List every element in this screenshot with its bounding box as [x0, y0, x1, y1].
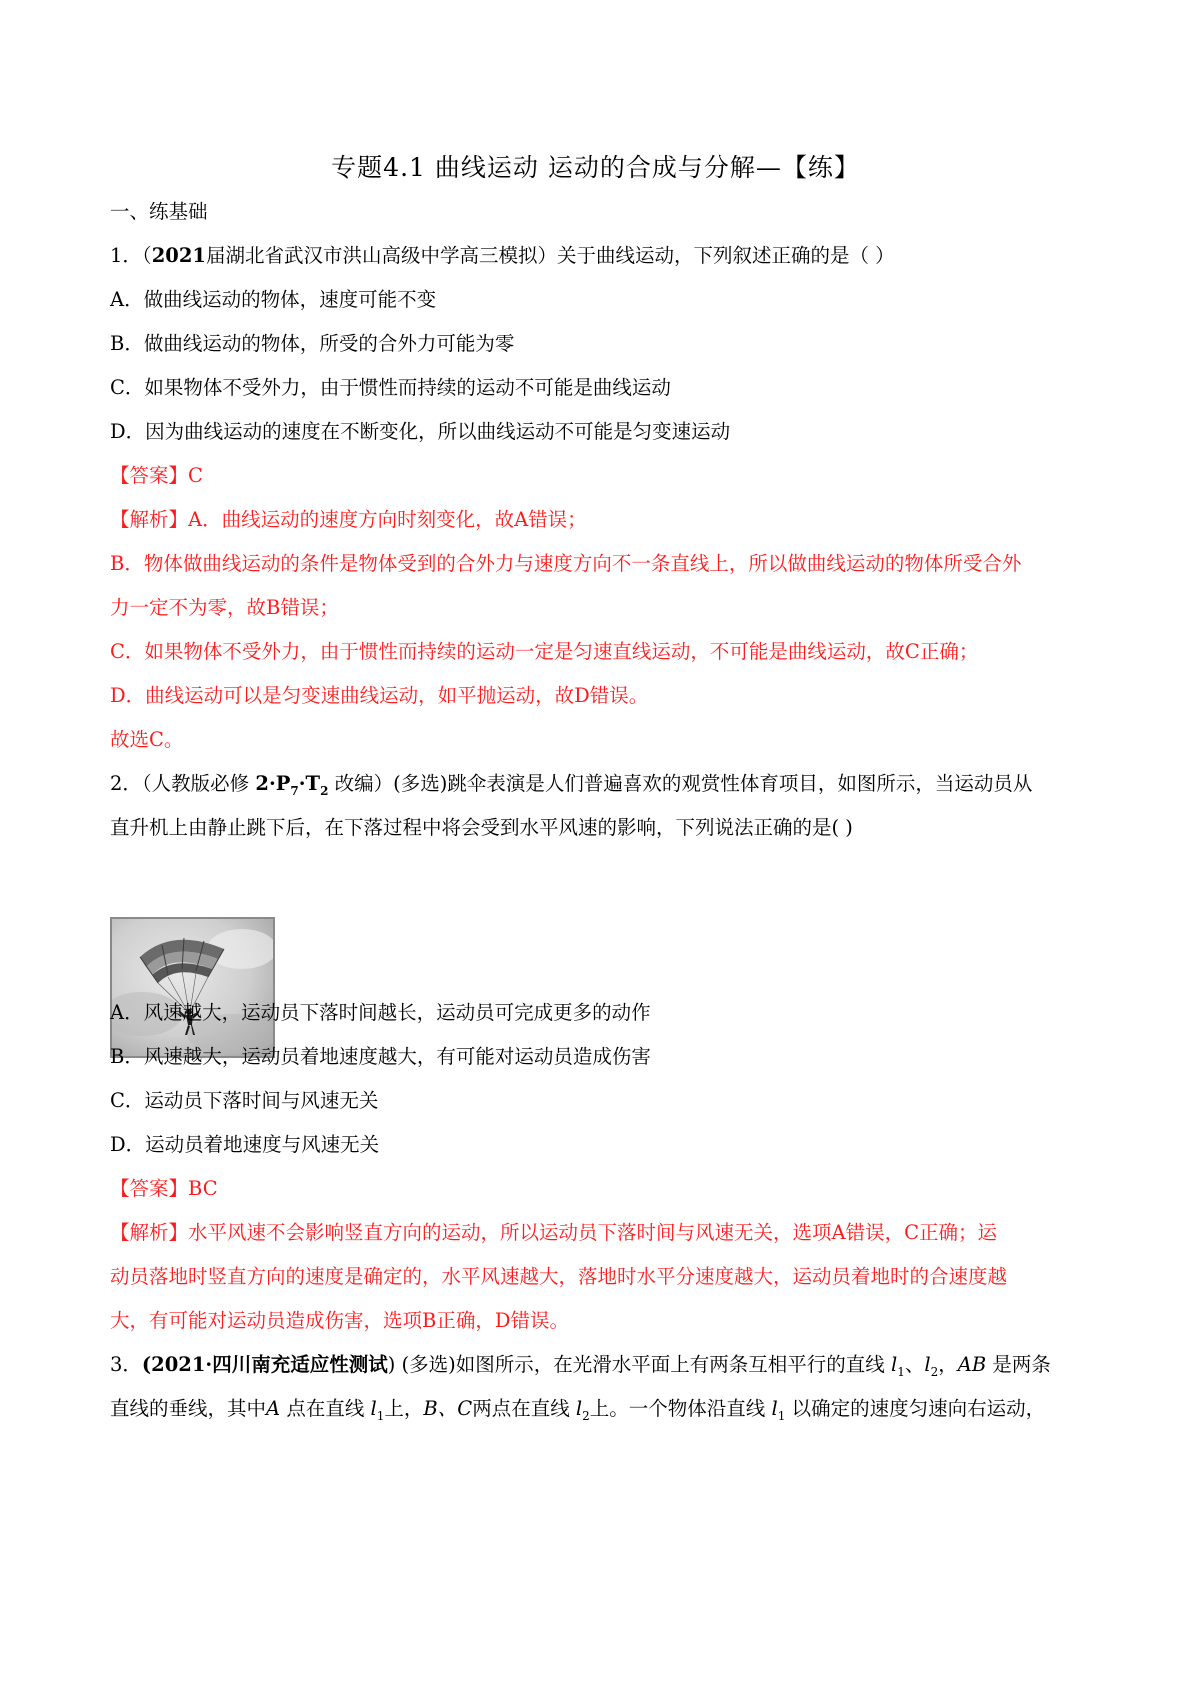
question-text: 改编）(多选)跳伞表演是人们普遍喜欢的观赏性体育项目，如图所示，当运动员从: [328, 772, 1033, 795]
question-text: 直线的垂线，其中: [110, 1397, 267, 1420]
question-3-stem-cont: [110, 1394, 1090, 1424]
analysis-line: B．物体做曲线运动的条件是物体受到的合外力与速度方向不一条直线上，所以做曲线运动的物体所受合外: [110, 552, 1022, 575]
segment-symbol: AB: [957, 1353, 987, 1376]
option-b: B．做曲线运动的物体，所受的合外力可能为零: [110, 332, 515, 355]
analysis-conclusion: 故选C。: [110, 728, 184, 751]
analysis-line: [110, 505, 1090, 535]
question-number: 1．: [110, 244, 142, 267]
question-text: 是两条: [992, 1353, 1051, 1376]
parachute-figure: [110, 917, 275, 1058]
line-symbol: l: [890, 1353, 898, 1376]
line-subscript: 2: [930, 1365, 939, 1379]
question-number: 2．: [110, 772, 142, 795]
analysis-line: D．曲线运动可以是匀变速曲线运动，如平抛运动，故D错误。: [110, 684, 649, 707]
question-text: ) (多选)如图所示，在光滑水平面上有两条互相平行的直线: [387, 1353, 891, 1376]
line-subscript: 2: [582, 1409, 590, 1423]
analysis-text: 水平风速不会影响竖直方向的运动，所以运动员下落时间与风速无关，选项A错误，C正确；运: [188, 1221, 998, 1244]
question-text: 上，: [384, 1397, 424, 1420]
analysis-line: 动员落地时竖直方向的速度是确定的，水平风速越大，落地时水平分速度越大，运动员着地时的合速度越: [110, 1265, 1008, 1288]
option-c: C．运动员下落时间与风速无关: [110, 1089, 379, 1112]
line-symbol: l: [771, 1397, 778, 1420]
source-page: 2·P: [255, 772, 291, 795]
analysis-line: 大，有可能对运动员造成伤害，选项B正确，D错误。: [110, 1309, 569, 1332]
separator: 、: [904, 1353, 925, 1376]
answer-line: [110, 1174, 1090, 1204]
question-text: 以确定的速度匀速向右运动，: [791, 1397, 1046, 1420]
option-a: A．风速越大，运动员下落时间越长，运动员可完成更多的动作: [110, 1001, 651, 1024]
question-text: 点在直线: [286, 1397, 371, 1420]
line-subscript: 1: [376, 1409, 385, 1423]
line-symbol: l: [370, 1397, 377, 1420]
answer-label: 【答案】: [110, 1177, 189, 1200]
option-b: B．风速越大，运动员着地速度越大，有可能对运动员造成伤害: [110, 1045, 651, 1068]
line-subscript: 1: [897, 1365, 905, 1379]
source-year: (2021·: [141, 1353, 213, 1376]
question-number: 3．: [110, 1353, 142, 1376]
option-a: A．做曲线运动的物体，速度可能不变: [110, 288, 437, 311]
analysis-line: 力一定不为零，故B错误；: [110, 596, 339, 619]
source-year: 2021: [151, 244, 206, 267]
answer-line: [110, 461, 1090, 491]
analysis-label: 【解析】: [110, 1221, 189, 1244]
option-d: D．因为曲线运动的速度在不断变化，所以曲线运动不可能是匀变速运动: [110, 420, 731, 443]
analysis-line: [110, 1218, 1090, 1248]
line-symbol: l: [924, 1353, 931, 1376]
analysis-text: A．曲线运动的速度方向时刻变化，故A错误；: [188, 508, 587, 531]
source-name: 四川南充适应性测试: [212, 1353, 388, 1376]
question-1-stem: [110, 241, 1090, 271]
question-2-stem: [110, 769, 1090, 799]
analysis-line: C．如果物体不受外力，由于惯性而持续的运动一定是匀速直线运动，不可能是曲线运动，故C正确；: [110, 640, 979, 663]
source-subscript: 7: [290, 784, 299, 798]
source-open: （: [141, 244, 152, 267]
question-2-stem-cont: 直升机上由静止跳下后，在下落过程中将会受到水平风速的影响，下列说法正确的是( ): [110, 816, 853, 839]
line-subscript: 1: [777, 1409, 786, 1423]
source-text: （人教版必修: [141, 772, 256, 795]
analysis-label: 【解析】: [110, 508, 189, 531]
question-text: 两点在直线: [472, 1397, 576, 1420]
section-heading: 一、练基础: [110, 200, 208, 223]
option-c: C．如果物体不受外力，由于惯性而持续的运动不可能是曲线运动: [110, 376, 671, 399]
question-text: 上。一个物体沿直线: [589, 1397, 772, 1420]
answer-label: 【答案】: [110, 464, 189, 487]
question-text: 届湖北省武汉市洪山高级中学高三模拟）关于曲线运动，下列叙述正确的是（ ）: [205, 244, 895, 267]
answer-value: BC: [188, 1177, 218, 1200]
source-item: ·T: [298, 772, 321, 795]
point-symbol: B、C: [423, 1397, 473, 1420]
page-title: 专题4.1 曲线运动 运动的合成与分解—【练】: [331, 153, 860, 182]
source-subscript: 2: [320, 784, 329, 798]
answer-value: C: [188, 464, 203, 487]
question-3-stem: 3．(2021·四川南充适应性测试) (多选)如图所示，在光滑水平面上有两条互相平行的直线 $l_1$、$l_2$，AB 是两条: [110, 1353, 1051, 1379]
point-symbol: A: [266, 1397, 281, 1420]
line-symbol: l: [575, 1397, 583, 1420]
parachute-illustration: [112, 919, 273, 1056]
option-d: D．运动员着地速度与风速无关: [110, 1133, 380, 1156]
